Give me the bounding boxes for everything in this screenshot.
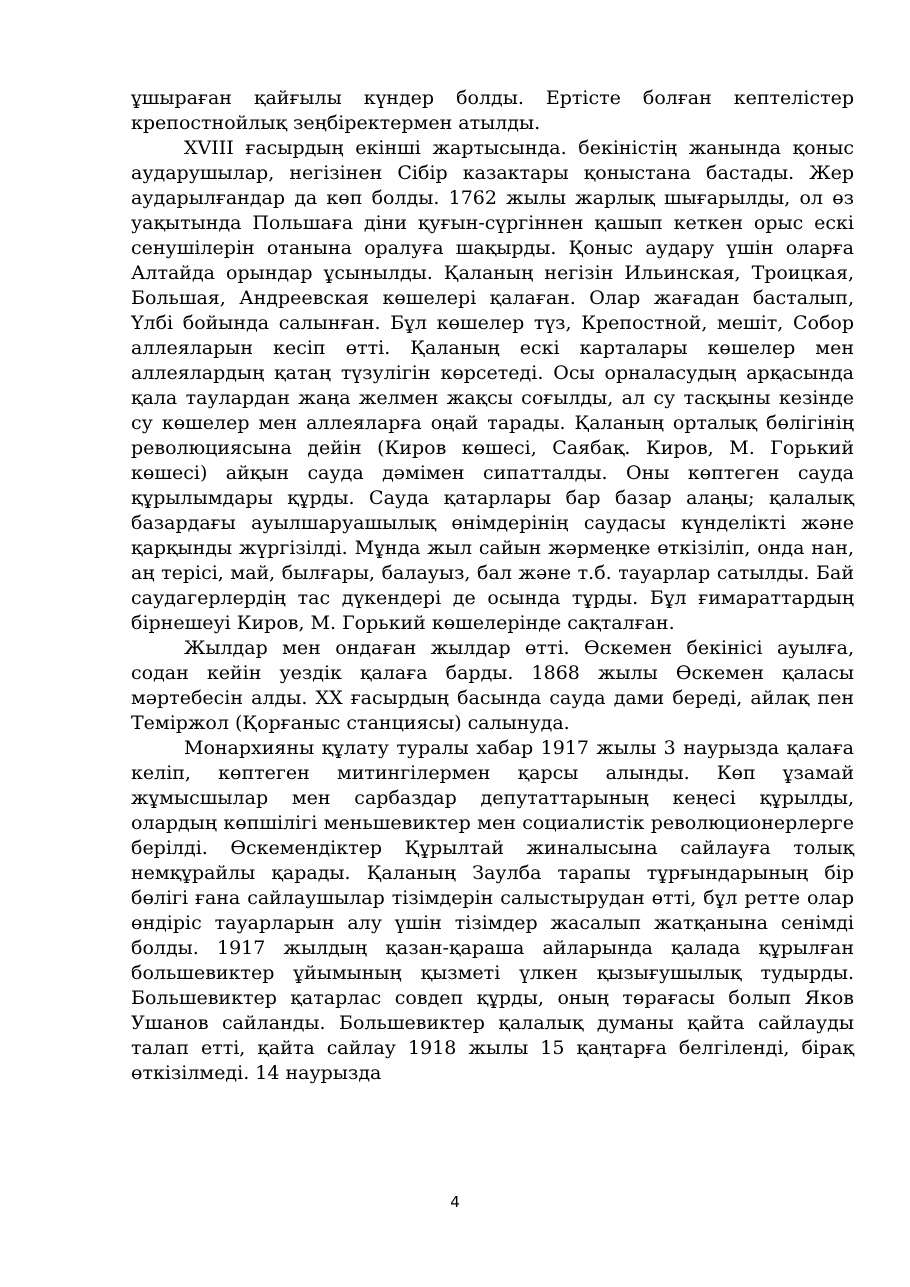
paragraph: XVIII ғасырдың екінші жартысында. бекіністің жанында қоныс аударушылар, негізінен Сібір казактары қоныстана бастады. Жер аударылғандар да көп болды. 1762 жылы жарлық шығарылды, ол өз уақытында Польшаға діни қуғын-сүргіннен қашып кеткен орыс ескі сенушілерін отанына оралуға шақырды. Қоныс аудару үшін оларға Алтайда орындар ұсынылды. Қаланың негізін Ильинская, Троицкая, Большая, Андреевская көшелері қалаған. Олар жағадан басталып, Үлбі бойында салынған. Бұл көшелер түз, Крепостной, мешіт, Собор аллеяларын кесіп өтті. Қаланың ескі карталары көшелер мен аллеялардың қатаң түзулігін көрсетеді. Осы орналасудың арқасында қала таулардан жаңа желмен жақсы соғылды, ал су тасқыны кезінде су көшелер мен аллеяларға оңай тарады. Қаланың орталық бөлігінің революциясына дейін (Киров көшесі, Саябақ. Киров, М. Горький көшесі) айқын сауда дәмімен сипатталды. Оны көптеген сауда құрылымдары құрды. Сауда қатарлары бар базар алаңы; қалалық базардағы ауылшаруашылық өнімдерінің саудасы күнделікті және қарқынды жүргізілді. Мұнда жыл сайын жәрмеңке өткізіліп, онда нан, аң терісі, май, былғары, балауыз, бал және т.б. тауарлар сатылды. Бай саудагерлердің тас дүкендері де осында тұрды. Бұл ғимараттардың бірнешеуі Киров, М. Горький көшелерінде сақталған.: [131, 137, 854, 634]
body-text: [131, 86, 854, 1086]
paragraph: Монархияны құлату туралы хабар 1917 жылы 3 наурызда қалаға келіп, көптеген митингілермен қарсы алынды. Көп ұзамай жұмысшылар мен сарбаздар депутаттарының кеңесі құрылды, олардың көпшілігі меньшевиктер мен социалистік революционерлерге берілді. Өскемендіктер Құрылтай жиналысына сайлауға толық немқұрайлы қарады. Қаланың Заулба тарапы тұрғындарының бір бөлігі ғана сайлаушылар тізімдерін салыстырудан өтті, бұл ретте олар өндіріс тауарларын алу үшін тізімдер жасалып жатқанына сенімді болды. 1917 жылдың қазан-қараша айларында қалада құрылған большевиктер ұйымының қызметі үлкен қызығушылық тудырды. Большевиктер қатарлас совдеп құрды, оның төрағасы болып Яков Ушанов сайланды. Большевиктер қалалық думаны қайта сайлауды талап етті, қайта сайлау 1918 жылы 15 қаңтарға белгіленді, бірақ өткізілмеді. 14 наурызда: [131, 737, 854, 1084]
page-number: 4: [450, 1193, 460, 1211]
paragraph: Жылдар мен ондаған жылдар өтті. Өскемен бекінісі ауылға, содан кейін уездік қалаға барды. 1868 жылы Өскемен қаласы мәртебесін алды. XX ғасырдың басында сауда дами береді, айлақ пен Теміржол (Қорғаныс станциясы) салынуда.: [131, 637, 854, 734]
paragraph-continuation: ұшыраған қайғылы күндер болды. Ертісте болған кептелістер крепостнойлық зеңбіректермен атылды.: [131, 87, 854, 134]
